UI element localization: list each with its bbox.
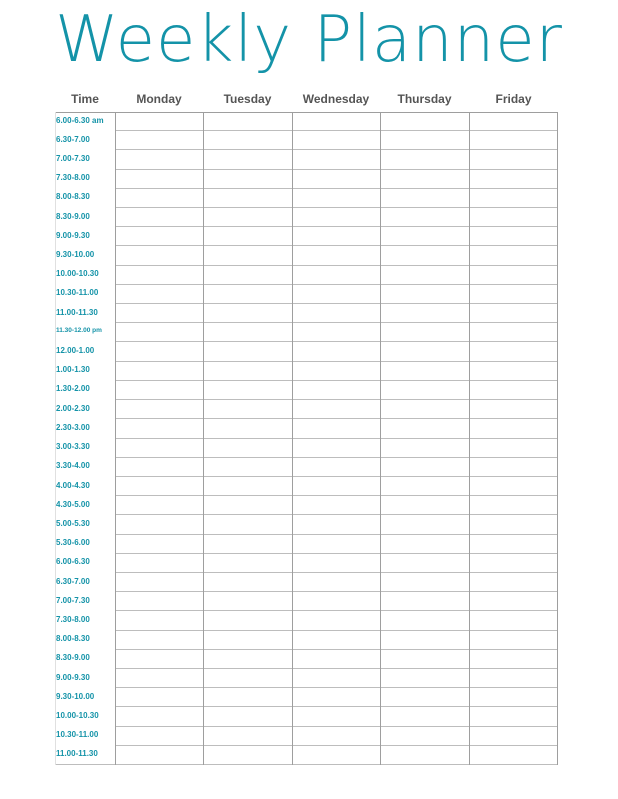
row-divider bbox=[115, 226, 558, 227]
row-divider bbox=[115, 668, 558, 669]
planner-cell-thursday[interactable] bbox=[381, 632, 469, 649]
planner-cell-friday[interactable] bbox=[470, 632, 558, 649]
planner-cell-tuesday[interactable] bbox=[204, 440, 292, 457]
planner-cell-tuesday[interactable] bbox=[204, 190, 292, 207]
planner-cell-monday[interactable] bbox=[116, 267, 203, 284]
time-slot-label: 2.00-2.30 bbox=[56, 404, 90, 413]
planner-cell-thursday[interactable] bbox=[381, 670, 469, 687]
planner-cell-wednesday[interactable] bbox=[293, 324, 380, 341]
planner-cell-wednesday[interactable] bbox=[293, 151, 380, 168]
row-divider bbox=[115, 265, 558, 266]
row-divider bbox=[115, 380, 558, 381]
planner-cell-friday[interactable] bbox=[470, 209, 558, 226]
planner-cell-wednesday[interactable] bbox=[293, 497, 380, 514]
planner-cell-thursday[interactable] bbox=[381, 516, 469, 533]
planner-cell-thursday[interactable] bbox=[381, 113, 469, 130]
planner-cell-monday[interactable] bbox=[116, 747, 203, 764]
planner-cell-wednesday[interactable] bbox=[293, 536, 380, 553]
time-slot-label: 9.30-10.00 bbox=[56, 250, 95, 259]
planner-cell-tuesday[interactable] bbox=[204, 536, 292, 553]
planner-cell-friday[interactable] bbox=[470, 228, 558, 245]
planner-cell-tuesday[interactable] bbox=[204, 689, 292, 706]
planner-cell-tuesday[interactable] bbox=[204, 324, 292, 341]
planner-cell-tuesday[interactable] bbox=[204, 670, 292, 687]
planner-cell-friday[interactable] bbox=[470, 651, 558, 668]
planner-cell-tuesday[interactable] bbox=[204, 747, 292, 764]
planner-cell-friday[interactable] bbox=[470, 420, 558, 437]
column-headers bbox=[55, 92, 558, 112]
planner-cell-monday[interactable] bbox=[116, 478, 203, 495]
planner-cell-tuesday[interactable] bbox=[204, 305, 292, 322]
row-divider bbox=[115, 630, 558, 631]
row-divider bbox=[115, 361, 558, 362]
planner-cell-thursday[interactable] bbox=[381, 555, 469, 572]
row-divider bbox=[115, 649, 558, 650]
planner-cell-thursday[interactable] bbox=[381, 305, 469, 322]
planner-cell-friday[interactable] bbox=[470, 708, 558, 725]
planner-cell-friday[interactable] bbox=[470, 305, 558, 322]
planner-cell-monday[interactable] bbox=[116, 324, 203, 341]
planner-cell-thursday[interactable] bbox=[381, 209, 469, 226]
column-divider bbox=[292, 112, 293, 765]
planner-cell-friday[interactable] bbox=[470, 343, 558, 360]
planner-cell-wednesday[interactable] bbox=[293, 612, 380, 629]
column-divider bbox=[469, 112, 470, 765]
planner-cell-thursday[interactable] bbox=[381, 343, 469, 360]
planner-cell-monday[interactable] bbox=[116, 516, 203, 533]
planner-cell-monday[interactable] bbox=[116, 728, 203, 745]
planner-cell-thursday[interactable] bbox=[381, 612, 469, 629]
planner-cell-friday[interactable] bbox=[470, 728, 558, 745]
time-slot-label: 5.30-6.00 bbox=[56, 538, 90, 547]
planner-cell-wednesday[interactable] bbox=[293, 113, 380, 130]
row-divider bbox=[115, 284, 558, 285]
planner-cell-thursday[interactable] bbox=[381, 324, 469, 341]
time-slot-label: 1.30-2.00 bbox=[56, 384, 90, 393]
planner-cell-friday[interactable] bbox=[470, 363, 558, 380]
planner-cell-monday[interactable] bbox=[116, 420, 203, 437]
time-slot-label: 9.00-9.30 bbox=[56, 231, 90, 240]
column-divider bbox=[380, 112, 381, 765]
planner-cell-thursday[interactable] bbox=[381, 536, 469, 553]
row-divider bbox=[115, 169, 558, 170]
time-slot-label: 7.30-8.00 bbox=[56, 615, 90, 624]
planner-cell-monday[interactable] bbox=[116, 555, 203, 572]
planner-cell-tuesday[interactable] bbox=[204, 363, 292, 380]
time-slot-label: 1.00-1.30 bbox=[56, 365, 90, 374]
planner-cell-wednesday[interactable] bbox=[293, 747, 380, 764]
row-divider bbox=[115, 418, 558, 419]
planner-cell-thursday[interactable] bbox=[381, 747, 469, 764]
time-slot-label: 9.30-10.00 bbox=[56, 692, 95, 701]
planner-cell-friday[interactable] bbox=[470, 593, 558, 610]
time-slot-label: 10.00-10.30 bbox=[56, 711, 99, 720]
planner-cell-wednesday[interactable] bbox=[293, 305, 380, 322]
planner-cell-thursday[interactable] bbox=[381, 228, 469, 245]
column-header-thursday: Thursday bbox=[397, 92, 452, 106]
time-slot-label: 11.00-11.30 bbox=[56, 308, 98, 317]
planner-cell-friday[interactable] bbox=[470, 190, 558, 207]
planner-cell-tuesday[interactable] bbox=[204, 267, 292, 284]
row-divider bbox=[115, 149, 558, 150]
planner-cell-monday[interactable] bbox=[116, 209, 203, 226]
column-divider bbox=[115, 112, 116, 765]
planner-cell-tuesday[interactable] bbox=[204, 209, 292, 226]
planner-cell-friday[interactable] bbox=[470, 536, 558, 553]
planner-cell-friday[interactable] bbox=[470, 689, 558, 706]
planner-cell-monday[interactable] bbox=[116, 151, 203, 168]
planner-cell-friday[interactable] bbox=[470, 267, 558, 284]
planner-cell-monday[interactable] bbox=[116, 651, 203, 668]
planner-cell-tuesday[interactable] bbox=[204, 151, 292, 168]
planner-cell-wednesday[interactable] bbox=[293, 171, 380, 188]
time-slot-label: 7.30-8.00 bbox=[56, 173, 90, 182]
planner-cell-tuesday[interactable] bbox=[204, 593, 292, 610]
planner-cell-monday[interactable] bbox=[116, 286, 203, 303]
planner-cell-wednesday[interactable] bbox=[293, 190, 380, 207]
planner-cell-tuesday[interactable] bbox=[204, 132, 292, 149]
time-slot-label: 8.30-9.00 bbox=[56, 653, 90, 662]
planner-cell-tuesday[interactable] bbox=[204, 113, 292, 130]
planner-cell-tuesday[interactable] bbox=[204, 286, 292, 303]
planner-cell-friday[interactable] bbox=[470, 286, 558, 303]
time-slot-label: 8.30-9.00 bbox=[56, 212, 90, 221]
planner-cell-thursday[interactable] bbox=[381, 728, 469, 745]
row-divider bbox=[115, 245, 558, 246]
row-divider bbox=[115, 322, 558, 323]
planner-cell-tuesday[interactable] bbox=[204, 728, 292, 745]
planner-cell-thursday[interactable] bbox=[381, 689, 469, 706]
planner-cell-thursday[interactable] bbox=[381, 497, 469, 514]
planner-cell-monday[interactable] bbox=[116, 440, 203, 457]
planner-cell-tuesday[interactable] bbox=[204, 343, 292, 360]
time-slot-label: 9.00-9.30 bbox=[56, 673, 90, 682]
row-divider bbox=[115, 706, 558, 707]
planner-cell-wednesday[interactable] bbox=[293, 228, 380, 245]
planner-cell-monday[interactable] bbox=[116, 574, 203, 591]
planner-cell-thursday[interactable] bbox=[381, 420, 469, 437]
planner-cell-friday[interactable] bbox=[470, 478, 558, 495]
planner-cell-monday[interactable] bbox=[116, 382, 203, 399]
planner-cell-thursday[interactable] bbox=[381, 708, 469, 725]
time-slot-label: 7.00-7.30 bbox=[56, 154, 90, 163]
time-slot-label: 6.00-6.30 bbox=[56, 557, 90, 566]
planner-cell-friday[interactable] bbox=[470, 151, 558, 168]
planner-cell-tuesday[interactable] bbox=[204, 228, 292, 245]
time-slot-label: 4.30-5.00 bbox=[56, 500, 90, 509]
row-divider bbox=[115, 130, 558, 131]
time-slot-label: 11.30-12.00 pm bbox=[56, 327, 102, 334]
planner-cell-monday[interactable] bbox=[116, 459, 203, 476]
planner-cell-tuesday[interactable] bbox=[204, 574, 292, 591]
row-divider bbox=[115, 610, 558, 611]
planner-cell-tuesday[interactable] bbox=[204, 247, 292, 264]
row-divider bbox=[115, 745, 558, 746]
planner-cell-wednesday[interactable] bbox=[293, 593, 380, 610]
time-slot-label: 6.30-7.00 bbox=[56, 577, 90, 586]
planner-cell-friday[interactable] bbox=[470, 132, 558, 149]
planner-cell-tuesday[interactable] bbox=[204, 651, 292, 668]
time-slot-label: 10.30-11.00 bbox=[56, 730, 99, 739]
planner-cell-thursday[interactable] bbox=[381, 363, 469, 380]
planner-cell-friday[interactable] bbox=[470, 382, 558, 399]
planner-cell-tuesday[interactable] bbox=[204, 708, 292, 725]
planner-cell-monday[interactable] bbox=[116, 190, 203, 207]
planner-cell-friday[interactable] bbox=[470, 171, 558, 188]
row-divider bbox=[115, 534, 558, 535]
planner-cell-friday[interactable] bbox=[470, 113, 558, 130]
planner-cell-thursday[interactable] bbox=[381, 574, 469, 591]
planner-cell-thursday[interactable] bbox=[381, 593, 469, 610]
row-divider bbox=[115, 399, 558, 400]
column-header-wednesday: Wednesday bbox=[302, 92, 370, 106]
planner-cell-wednesday[interactable] bbox=[293, 632, 380, 649]
planner-cell-wednesday[interactable] bbox=[293, 728, 380, 745]
planner-cell-tuesday[interactable] bbox=[204, 555, 292, 572]
row-divider bbox=[115, 188, 558, 189]
page-title: Weekly Planner bbox=[55, 3, 563, 77]
planner-cell-thursday[interactable] bbox=[381, 382, 469, 399]
planner-cell-wednesday[interactable] bbox=[293, 286, 380, 303]
planner-cell-friday[interactable] bbox=[470, 670, 558, 687]
planner-cell-friday[interactable] bbox=[470, 497, 558, 514]
row-divider bbox=[115, 495, 558, 496]
column-header-tuesday: Tuesday bbox=[223, 92, 272, 106]
planner-cell-thursday[interactable] bbox=[381, 132, 469, 149]
row-divider bbox=[115, 687, 558, 688]
planner-cell-wednesday[interactable] bbox=[293, 382, 380, 399]
row-divider bbox=[115, 514, 558, 515]
planner-cell-thursday[interactable] bbox=[381, 151, 469, 168]
planner-cell-wednesday[interactable] bbox=[293, 440, 380, 457]
planner-cell-monday[interactable] bbox=[116, 401, 203, 418]
planner-cell-monday[interactable] bbox=[116, 497, 203, 514]
planner-cell-friday[interactable] bbox=[470, 747, 558, 764]
row-divider bbox=[115, 207, 558, 208]
planner-cell-monday[interactable] bbox=[116, 593, 203, 610]
planner-cell-monday[interactable] bbox=[116, 305, 203, 322]
planner-cell-monday[interactable] bbox=[116, 632, 203, 649]
time-slot-label: 12.00-1.00 bbox=[56, 346, 95, 355]
planner-cell-thursday[interactable] bbox=[381, 267, 469, 284]
planner-cell-monday[interactable] bbox=[116, 113, 203, 130]
planner-cell-tuesday[interactable] bbox=[204, 612, 292, 629]
planner-cell-thursday[interactable] bbox=[381, 459, 469, 476]
row-divider bbox=[115, 591, 558, 592]
planner-cell-thursday[interactable] bbox=[381, 440, 469, 457]
planner-cell-friday[interactable] bbox=[470, 459, 558, 476]
planner-cell-monday[interactable] bbox=[116, 689, 203, 706]
time-slot-label: 10.30-11.00 bbox=[56, 288, 99, 297]
time-slot-label: 6.00-6.30 am bbox=[56, 116, 104, 125]
planner-cell-monday[interactable] bbox=[116, 343, 203, 360]
time-slot-label: 11.00-11.30 bbox=[56, 749, 98, 758]
column-header-monday: Monday bbox=[136, 92, 182, 106]
planner-cell-thursday[interactable] bbox=[381, 651, 469, 668]
planner-cell-tuesday[interactable] bbox=[204, 401, 292, 418]
planner-cell-friday[interactable] bbox=[470, 324, 558, 341]
planner-cell-wednesday[interactable] bbox=[293, 459, 380, 476]
planner-cell-thursday[interactable] bbox=[381, 401, 469, 418]
planner-cell-monday[interactable] bbox=[116, 171, 203, 188]
planner-cell-monday[interactable] bbox=[116, 536, 203, 553]
planner-cell-wednesday[interactable] bbox=[293, 132, 380, 149]
planner-cell-wednesday[interactable] bbox=[293, 209, 380, 226]
row-divider bbox=[115, 457, 558, 458]
planner-cell-wednesday[interactable] bbox=[293, 343, 380, 360]
column-divider bbox=[203, 112, 204, 765]
planner-cell-thursday[interactable] bbox=[381, 286, 469, 303]
planner-cell-wednesday[interactable] bbox=[293, 670, 380, 687]
planner-cell-wednesday[interactable] bbox=[293, 708, 380, 725]
planner-cell-wednesday[interactable] bbox=[293, 555, 380, 572]
row-divider bbox=[115, 572, 558, 573]
row-divider bbox=[115, 726, 558, 727]
planner-cell-tuesday[interactable] bbox=[204, 382, 292, 399]
planner-cell-thursday[interactable] bbox=[381, 171, 469, 188]
planner-cell-tuesday[interactable] bbox=[204, 171, 292, 188]
planner-cell-tuesday[interactable] bbox=[204, 632, 292, 649]
time-slot-label: 7.00-7.30 bbox=[56, 596, 90, 605]
time-slot-label: 5.00-5.30 bbox=[56, 519, 90, 528]
planner-cell-wednesday[interactable] bbox=[293, 478, 380, 495]
planner-cell-monday[interactable] bbox=[116, 228, 203, 245]
planner-cell-monday[interactable] bbox=[116, 363, 203, 380]
column-header-friday: Friday bbox=[495, 92, 532, 106]
planner-cell-wednesday[interactable] bbox=[293, 516, 380, 533]
planner-cell-wednesday[interactable] bbox=[293, 689, 380, 706]
row-divider bbox=[55, 764, 558, 765]
planner-cell-thursday[interactable] bbox=[381, 478, 469, 495]
planner-cell-wednesday[interactable] bbox=[293, 420, 380, 437]
row-divider bbox=[115, 303, 558, 304]
planner-cell-tuesday[interactable] bbox=[204, 459, 292, 476]
planner-cell-tuesday[interactable] bbox=[204, 497, 292, 514]
planner-cell-wednesday[interactable] bbox=[293, 401, 380, 418]
time-slot-label: 10.00-10.30 bbox=[56, 269, 99, 278]
column-header-time: Time bbox=[71, 92, 99, 106]
time-slot-label: 8.00-8.30 bbox=[56, 634, 90, 643]
time-slot-label: 8.00-8.30 bbox=[56, 192, 90, 201]
planner-cell-friday[interactable] bbox=[470, 612, 558, 629]
planner-cell-monday[interactable] bbox=[116, 247, 203, 264]
planner-cell-friday[interactable] bbox=[470, 401, 558, 418]
planner-cell-monday[interactable] bbox=[116, 708, 203, 725]
planner-cell-thursday[interactable] bbox=[381, 247, 469, 264]
planner-grid bbox=[55, 112, 558, 765]
time-slot-label: 6.30-7.00 bbox=[56, 135, 90, 144]
row-divider bbox=[115, 438, 558, 439]
time-slot-label: 3.30-4.00 bbox=[56, 461, 90, 470]
planner-cell-friday[interactable] bbox=[470, 247, 558, 264]
planner-cell-tuesday[interactable] bbox=[204, 516, 292, 533]
time-slot-label: 3.00-3.30 bbox=[56, 442, 90, 451]
planner-cell-friday[interactable] bbox=[470, 574, 558, 591]
row-divider bbox=[115, 553, 558, 554]
row-divider bbox=[115, 341, 558, 342]
planner-cell-thursday[interactable] bbox=[381, 190, 469, 207]
column-divider bbox=[557, 112, 558, 765]
planner-cell-friday[interactable] bbox=[470, 440, 558, 457]
planner-cell-monday[interactable] bbox=[116, 132, 203, 149]
planner-cell-wednesday[interactable] bbox=[293, 651, 380, 668]
grid-left-edge bbox=[55, 112, 56, 765]
planner-cell-wednesday[interactable] bbox=[293, 267, 380, 284]
row-divider bbox=[115, 476, 558, 477]
time-slot-label: 4.00-4.30 bbox=[56, 481, 90, 490]
time-slot-label: 2.30-3.00 bbox=[56, 423, 90, 432]
planner-cell-tuesday[interactable] bbox=[204, 420, 292, 437]
planner-cell-tuesday[interactable] bbox=[204, 478, 292, 495]
planner-cell-wednesday[interactable] bbox=[293, 247, 380, 264]
planner-cell-wednesday[interactable] bbox=[293, 574, 380, 591]
planner-cell-monday[interactable] bbox=[116, 612, 203, 629]
planner-cell-wednesday[interactable] bbox=[293, 363, 380, 380]
planner-cell-friday[interactable] bbox=[470, 555, 558, 572]
planner-cell-friday[interactable] bbox=[470, 516, 558, 533]
planner-cell-monday[interactable] bbox=[116, 670, 203, 687]
